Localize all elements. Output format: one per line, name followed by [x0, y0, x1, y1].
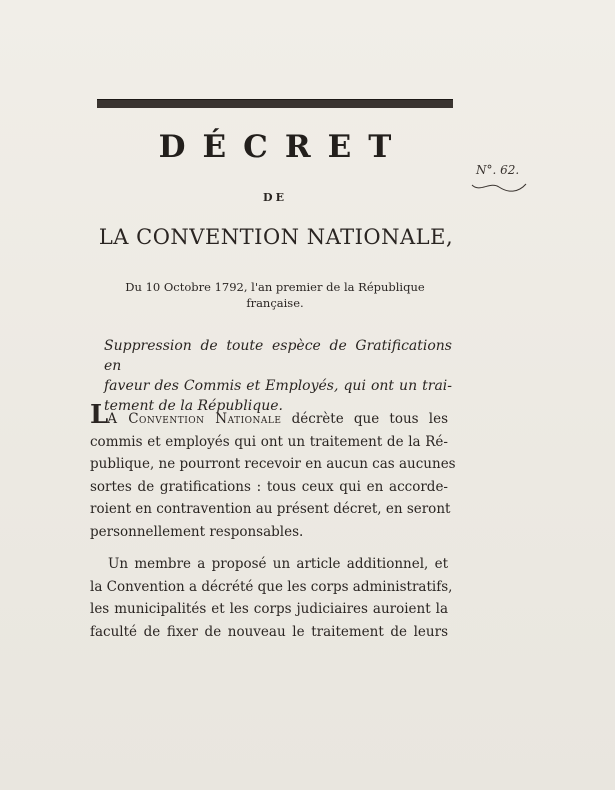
- body-line: roient en contravention au présent décret, en seront: [90, 501, 451, 517]
- summary-line: tement de la République.: [104, 398, 283, 414]
- summary-line: faveur des Commis et Employés, qui ont un trai-: [104, 378, 452, 394]
- body-line: Un membre a proposé un article additionnel, et: [108, 556, 448, 572]
- flourish-ornament: [470, 181, 528, 193]
- small-caps-text: A Convention Nationale: [107, 411, 282, 427]
- issuer-heading: LA CONVENTION NATIONALE,: [98, 225, 454, 249]
- date-line-1: Du 10 Octobre 1792, l'an premier de la République: [125, 280, 425, 294]
- decree-body: [90, 400, 456, 643]
- body-line: la Convention a décrété que les corps administratifs,: [90, 578, 453, 595]
- body-line: sortes de gratifications : tous ceux qui en accorde-: [90, 478, 448, 495]
- header-rule: [97, 99, 453, 108]
- body-line: les municipalités et les corps judiciaires auroient la: [90, 601, 448, 617]
- body-line: [90, 400, 448, 431]
- paragraph-1: [90, 400, 456, 543]
- drop-cap: L: [90, 400, 108, 430]
- date-line-2: française.: [246, 296, 304, 310]
- body-line: publique, ne pourront recevoir en aucun cas aucunes: [90, 456, 456, 472]
- body-line: commis et employés qui ont un traitement de la Ré-: [90, 433, 448, 450]
- body-text: décrète que tous les: [281, 411, 448, 427]
- body-line: personnellement responsables.: [90, 523, 304, 540]
- decree-title: DÉCRET: [158, 129, 409, 165]
- summary-line: Suppression de toute espèce de Gratifications en: [104, 338, 452, 374]
- paragraph-2: [90, 553, 453, 643]
- title-preposition: DE: [263, 191, 287, 204]
- date-line: [118, 279, 432, 311]
- body-line: faculté de fixer de nouveau le traitement de leurs: [90, 623, 448, 640]
- document-number: N°. 62.: [476, 163, 520, 177]
